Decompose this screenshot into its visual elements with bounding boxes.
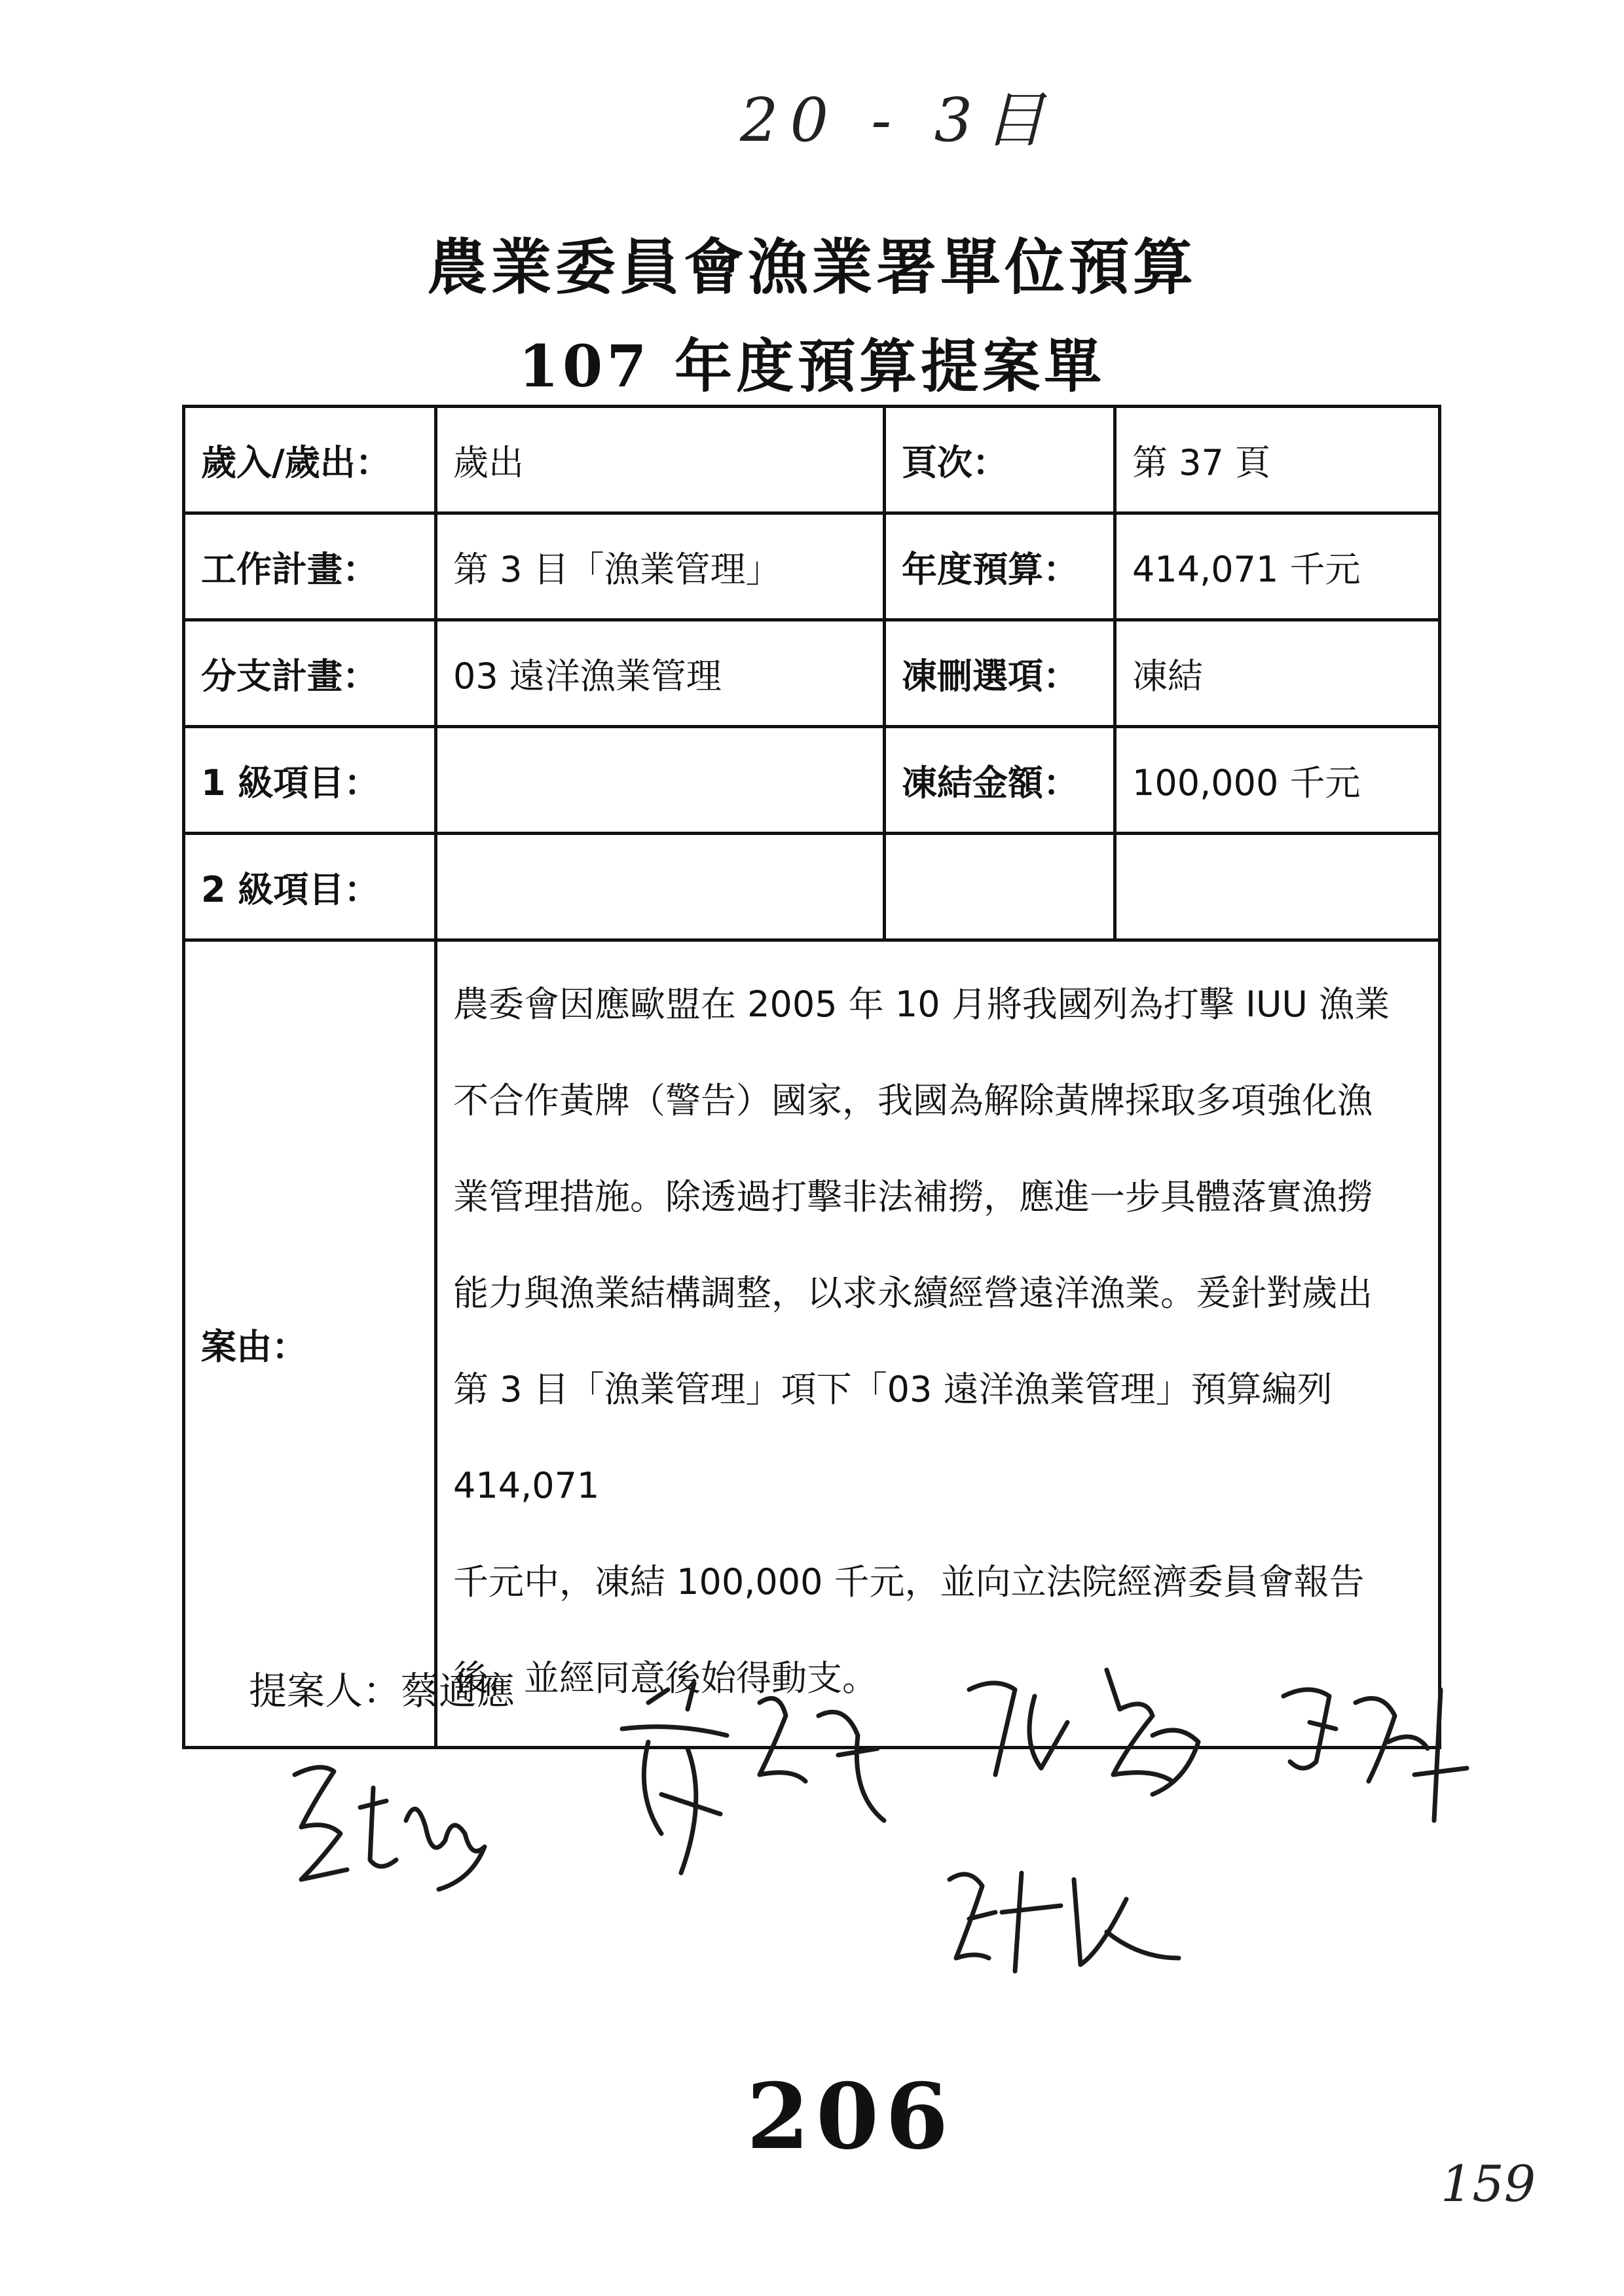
- document-subtitle: 107 年度預算提案單: [518, 332, 1106, 400]
- label-level1-item: 1 級項目：: [184, 727, 436, 834]
- value-empty: [1115, 834, 1440, 940]
- form-row-reason: [184, 940, 1440, 1748]
- value-page: 第 37 頁: [1115, 407, 1440, 513]
- label-freeze-option: 凍刪選項：: [885, 620, 1115, 727]
- reason-line: 農委會因應歐盟在 2005 年 10 月將我國列為打擊 IUU 漁業: [453, 984, 1390, 1025]
- label-revenue-expenditure: 歲入/歲出：: [184, 407, 436, 513]
- form-row-level2: [184, 834, 1440, 940]
- reason-text: [436, 940, 1440, 1748]
- label-annual-budget: 年度預算：: [885, 513, 1115, 620]
- reason-line: 能力與漁業結構調整，以求永續經營遠洋漁業。爰針對歲出: [453, 1272, 1373, 1314]
- label-reason: 案由：: [184, 940, 436, 1748]
- corner-page-number: 159: [1441, 2155, 1536, 2213]
- form-row-work-plan: [184, 513, 1440, 620]
- value-work-plan: 第 3 目「漁業管理」: [436, 513, 885, 620]
- form-row-sub-plan: [184, 620, 1440, 727]
- page-number: 206: [747, 2063, 955, 2170]
- value-sub-plan: 03 遠洋漁業管理: [436, 620, 885, 727]
- reason-line: 第 3 目「漁業管理」項下「03 遠洋漁業管理」預算編列 414,071: [453, 1369, 1333, 1506]
- proposer-line: 提案人：蔡適應: [249, 1669, 515, 1713]
- value-freeze-option: 凍結: [1115, 620, 1440, 727]
- reason-line: 不合作黃牌（警告）國家，我國為解除黃牌採取多項強化漁: [453, 1080, 1373, 1121]
- signature-4: [1270, 1663, 1480, 1847]
- signature-5: [930, 1847, 1205, 1991]
- reason-line: 後，並經同意後始得動支。: [453, 1657, 877, 1699]
- value-revenue-expenditure: 歲出: [436, 407, 885, 513]
- reason-line: 千元中，凍結 100,000 千元，並向立法院經濟委員會報告: [453, 1561, 1365, 1602]
- value-annual-budget: 414,071 千元: [1115, 513, 1440, 620]
- document-title: 農業委員會漁業署單位預算: [426, 232, 1197, 303]
- handwritten-stamp-note: 20 - 3目: [740, 85, 1057, 155]
- label-sub-plan: 分支計畫：: [184, 620, 436, 727]
- value-level1-item: [436, 727, 885, 834]
- label-work-plan: 工作計畫：: [184, 513, 436, 620]
- proposal-form-table: [182, 405, 1441, 1749]
- value-level2-item: [436, 834, 885, 940]
- label-frozen-amount: 凍結金額：: [885, 727, 1115, 834]
- label-empty: [885, 834, 1115, 940]
- label-page: 頁次：: [885, 407, 1115, 513]
- reason-line: 業管理措施。除透過打擊非法補撈，應進一步具體落實漁撈: [453, 1176, 1373, 1217]
- form-row-level1: [184, 727, 1440, 834]
- label-level2-item: 2 級項目：: [184, 834, 436, 940]
- value-frozen-amount: 100,000 千元: [1115, 727, 1440, 834]
- signature-2: [609, 1663, 910, 1899]
- signature-1: [275, 1749, 511, 1906]
- form-row-revenue-expenditure: [184, 407, 1440, 513]
- signature-3: [956, 1650, 1231, 1807]
